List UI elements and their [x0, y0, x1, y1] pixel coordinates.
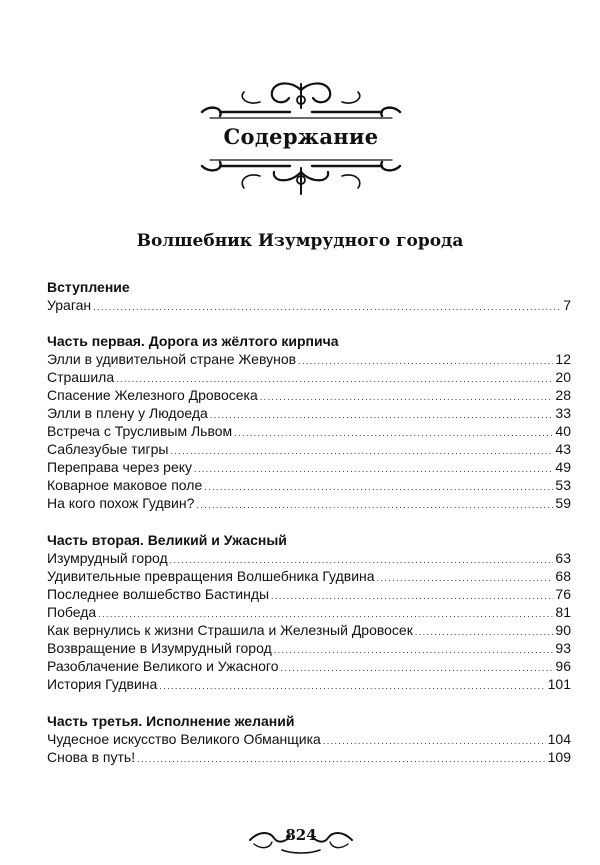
dot-leader [298, 352, 553, 370]
entry-title: На кого похож Гудвин? [47, 495, 195, 511]
entry-page: 96 [555, 658, 571, 674]
entry-page: 93 [555, 640, 571, 656]
entry-title: Победа [47, 604, 97, 620]
entry-page: 40 [555, 423, 571, 439]
entry-title: Спасение Железного Дровосека [47, 387, 258, 403]
entry-page: 12 [555, 351, 571, 367]
dot-leader [415, 623, 554, 641]
entry-page: 7 [563, 297, 571, 313]
entry-page: 101 [547, 676, 571, 692]
entry-title: Переправа через реку [47, 459, 193, 475]
entry-title: Элли в удивительной стране Жевунов [47, 351, 297, 367]
toc-section-intro [47, 278, 571, 314]
dot-leader [204, 478, 553, 496]
page-number: 824 [285, 826, 317, 844]
toc-entry[interactable] [47, 621, 571, 639]
entry-title: Как вернулись к жизни Страшила и Железный Дровосек [47, 622, 413, 638]
entry-page: 68 [555, 568, 571, 584]
toc-section-part-two [47, 531, 571, 693]
dot-leader [93, 298, 561, 316]
entry-title: История Гудвина [47, 676, 158, 692]
entry-title: Элли в плену у Людоеда [47, 405, 208, 421]
entry-page: 109 [547, 749, 571, 765]
dot-leader [377, 569, 554, 587]
entry-page: 76 [555, 586, 571, 602]
dot-leader [210, 406, 554, 424]
entry-title: Возвращение в Изумрудный город [47, 640, 272, 656]
dot-leader [196, 496, 553, 514]
section-title: Часть первая. Дорога из жёлтого кирпича [47, 333, 339, 349]
toc-entry[interactable] [47, 639, 571, 657]
toc-entry[interactable] [47, 440, 571, 458]
toc-section-part-one [47, 332, 571, 512]
entry-title: Саблезубые тигры [47, 441, 169, 457]
contents-heading: Содержание [223, 124, 379, 149]
toc-entry[interactable] [47, 549, 571, 567]
entry-title: Последнее волшебство Бастинды [47, 586, 270, 602]
toc-entry[interactable] [47, 368, 571, 386]
toc-entry[interactable] [47, 657, 571, 675]
book-title: Волшебник Изумрудного города [136, 231, 464, 251]
entry-page: 49 [555, 459, 571, 475]
dot-leader [159, 677, 545, 695]
toc-entry[interactable] [47, 386, 571, 404]
entry-page: 33 [555, 405, 571, 421]
entry-page: 28 [555, 387, 571, 403]
toc-entry[interactable] [47, 296, 571, 314]
toc-entry[interactable] [47, 476, 571, 494]
entry-title: Ураган [47, 297, 92, 313]
toc-entry[interactable] [47, 404, 571, 422]
entry-title: Удивительные превращения Волшебника Гудвина [47, 568, 375, 584]
entry-page: 63 [555, 550, 571, 566]
entry-title: Чудесное искусство Великого Обманщика [47, 731, 321, 747]
toc-entry[interactable] [47, 422, 571, 440]
entry-page: 90 [555, 622, 571, 638]
section-title: Часть вторая. Великий и Ужасный [47, 532, 287, 548]
entry-title: Страшила [47, 369, 115, 385]
toc-entry[interactable] [47, 350, 571, 368]
dot-leader [234, 424, 553, 442]
toc-entry[interactable] [47, 730, 571, 748]
toc-entry[interactable] [47, 675, 571, 693]
toc-section-part-three [47, 712, 571, 766]
toc-entry[interactable] [47, 567, 571, 585]
entry-title: Разоблачение Великого и Ужасного [47, 658, 279, 674]
toc-entry[interactable] [47, 603, 571, 621]
entry-title: Снова в путь! [47, 749, 136, 765]
entry-page: 20 [555, 369, 571, 385]
section-title: Часть третья. Исполнение желаний [47, 713, 295, 729]
toc-entry[interactable] [47, 458, 571, 476]
entry-title: Коварное маковое поле [47, 477, 203, 493]
dot-leader [280, 659, 553, 677]
section-title: Вступление [47, 279, 130, 295]
dot-leader [323, 732, 546, 750]
entry-title: Встреча с Трусливым Львом [47, 423, 233, 439]
entry-page: 104 [547, 731, 571, 747]
entry-page: 43 [555, 441, 571, 457]
dot-leader [260, 388, 554, 406]
dot-leader [194, 460, 553, 478]
toc-entry[interactable] [47, 494, 571, 512]
entry-page: 53 [555, 477, 571, 493]
toc-entry[interactable] [47, 585, 571, 603]
dot-leader [271, 587, 553, 605]
entry-page: 81 [555, 604, 571, 620]
entry-title: Изумрудный город [47, 550, 168, 566]
toc-entry[interactable] [47, 748, 571, 766]
dot-leader [274, 641, 554, 659]
dot-leader [137, 750, 546, 768]
entry-page: 59 [555, 495, 571, 511]
dot-leader [170, 442, 553, 460]
